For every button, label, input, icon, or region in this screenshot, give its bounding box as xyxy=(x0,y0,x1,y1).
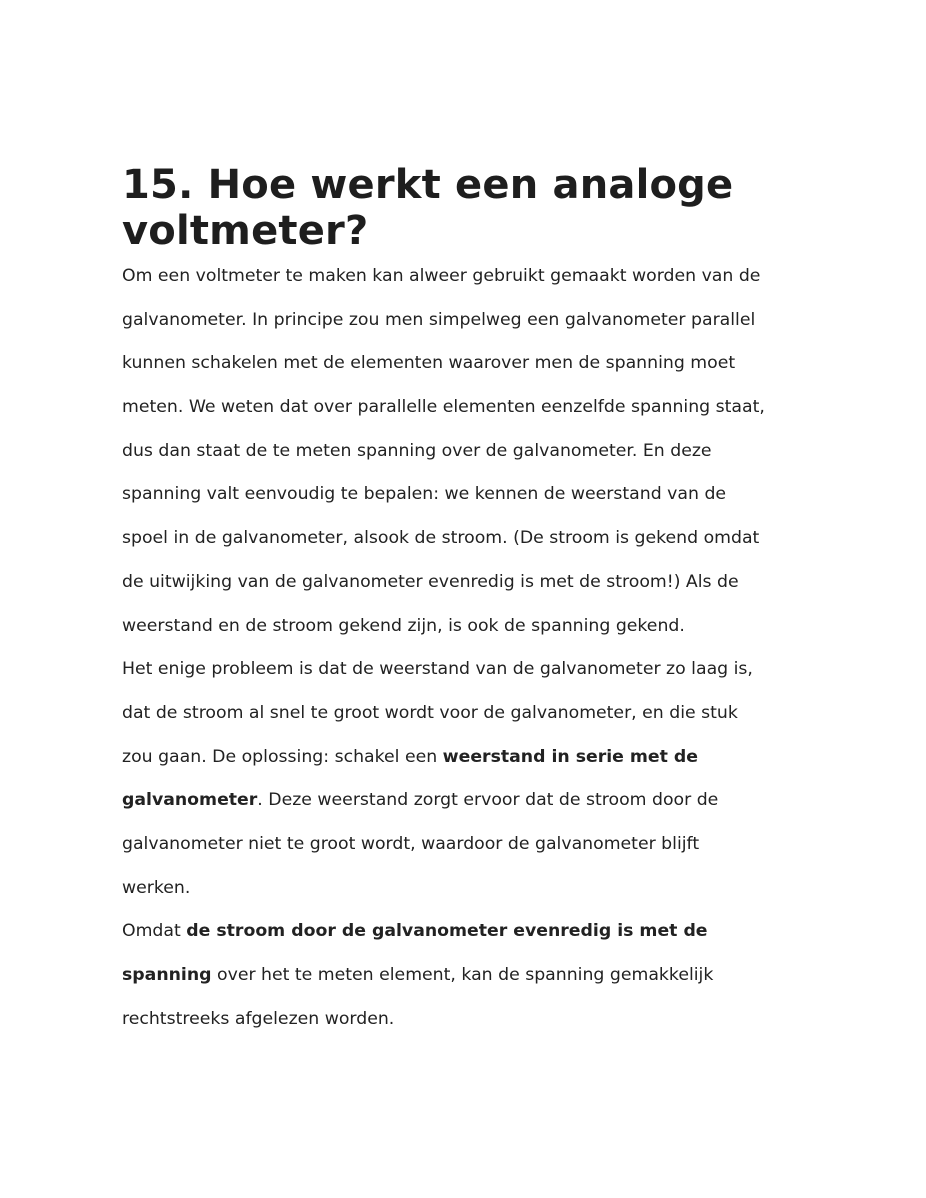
text-run: zou gaan. De oplossing: schakel een xyxy=(122,746,443,767)
text-run: meten. We weten dat over parallelle elementen eenzelfde spanning staat, xyxy=(122,397,765,418)
text-line xyxy=(122,299,822,343)
heading-line: 15. Hoe werkt een analoge xyxy=(122,162,734,208)
text-run: Om een voltmeter te maken kan alweer gebruikt gemaakt worden van de xyxy=(122,266,761,286)
text-line xyxy=(122,779,822,823)
section-heading xyxy=(122,162,822,254)
text-line xyxy=(122,954,822,998)
bold-text-run: spanning xyxy=(122,965,212,985)
text-line xyxy=(122,867,822,911)
text-run: spanning valt eenvoudig te bepalen: we kennen de weerstand van de xyxy=(122,484,727,505)
text-run: rechtstreeks afgelezen worden. xyxy=(122,1008,395,1029)
text-line xyxy=(122,910,822,954)
text-run: Het enige probleem is dat de weerstand van de galvanometer zo laag is, xyxy=(122,659,753,680)
text-line xyxy=(122,823,822,867)
text-run: galvanometer. In principe zou men simpelweg een galvanometer parallel xyxy=(122,309,756,330)
bold-text-run: de stroom door de galvanometer evenredig is met de xyxy=(186,921,708,942)
text-line xyxy=(122,605,822,649)
text-line xyxy=(122,342,822,386)
text-line xyxy=(122,561,822,605)
text-line xyxy=(122,386,822,430)
text-line xyxy=(122,998,822,1042)
text-run: over het te meten element, kan de spanning gemakkelijk xyxy=(211,965,714,985)
text-line xyxy=(122,430,822,474)
text-run: dat de stroom al snel te groot wordt voor de galvanometer, en die stuk xyxy=(122,702,738,723)
text-run: . Deze weerstand zorgt ervoor dat de stroom door de xyxy=(257,790,719,811)
text-run: Omdat xyxy=(122,921,187,942)
text-run: weerstand en de stroom gekend zijn, is ook de spanning gekend. xyxy=(122,615,685,636)
text-line xyxy=(122,648,822,692)
text-run: werken. xyxy=(122,877,191,898)
text-line xyxy=(122,517,822,561)
text-run: galvanometer niet te groot wordt, waardoor de galvanometer blijft xyxy=(122,833,700,854)
text-line xyxy=(122,473,822,517)
bold-text-run: galvanometer xyxy=(122,790,258,811)
text-run: kunnen schakelen met de elementen waarover men de spanning moet xyxy=(122,353,736,374)
text-line xyxy=(122,736,822,780)
heading-line: voltmeter? xyxy=(122,208,369,254)
text-run: de uitwijking van de galvanometer evenredig is met de stroom!) Als de xyxy=(122,571,739,592)
text-line xyxy=(122,255,822,299)
body-text xyxy=(122,255,822,1041)
text-run: dus dan staat de te meten spanning over de galvanometer. En deze xyxy=(122,440,712,461)
bold-text-run: weerstand in serie met de xyxy=(442,746,699,767)
text-run: spoel in de galvanometer, alsook de stroom. (De stroom is gekend omdat xyxy=(122,528,760,549)
text-line xyxy=(122,692,822,736)
